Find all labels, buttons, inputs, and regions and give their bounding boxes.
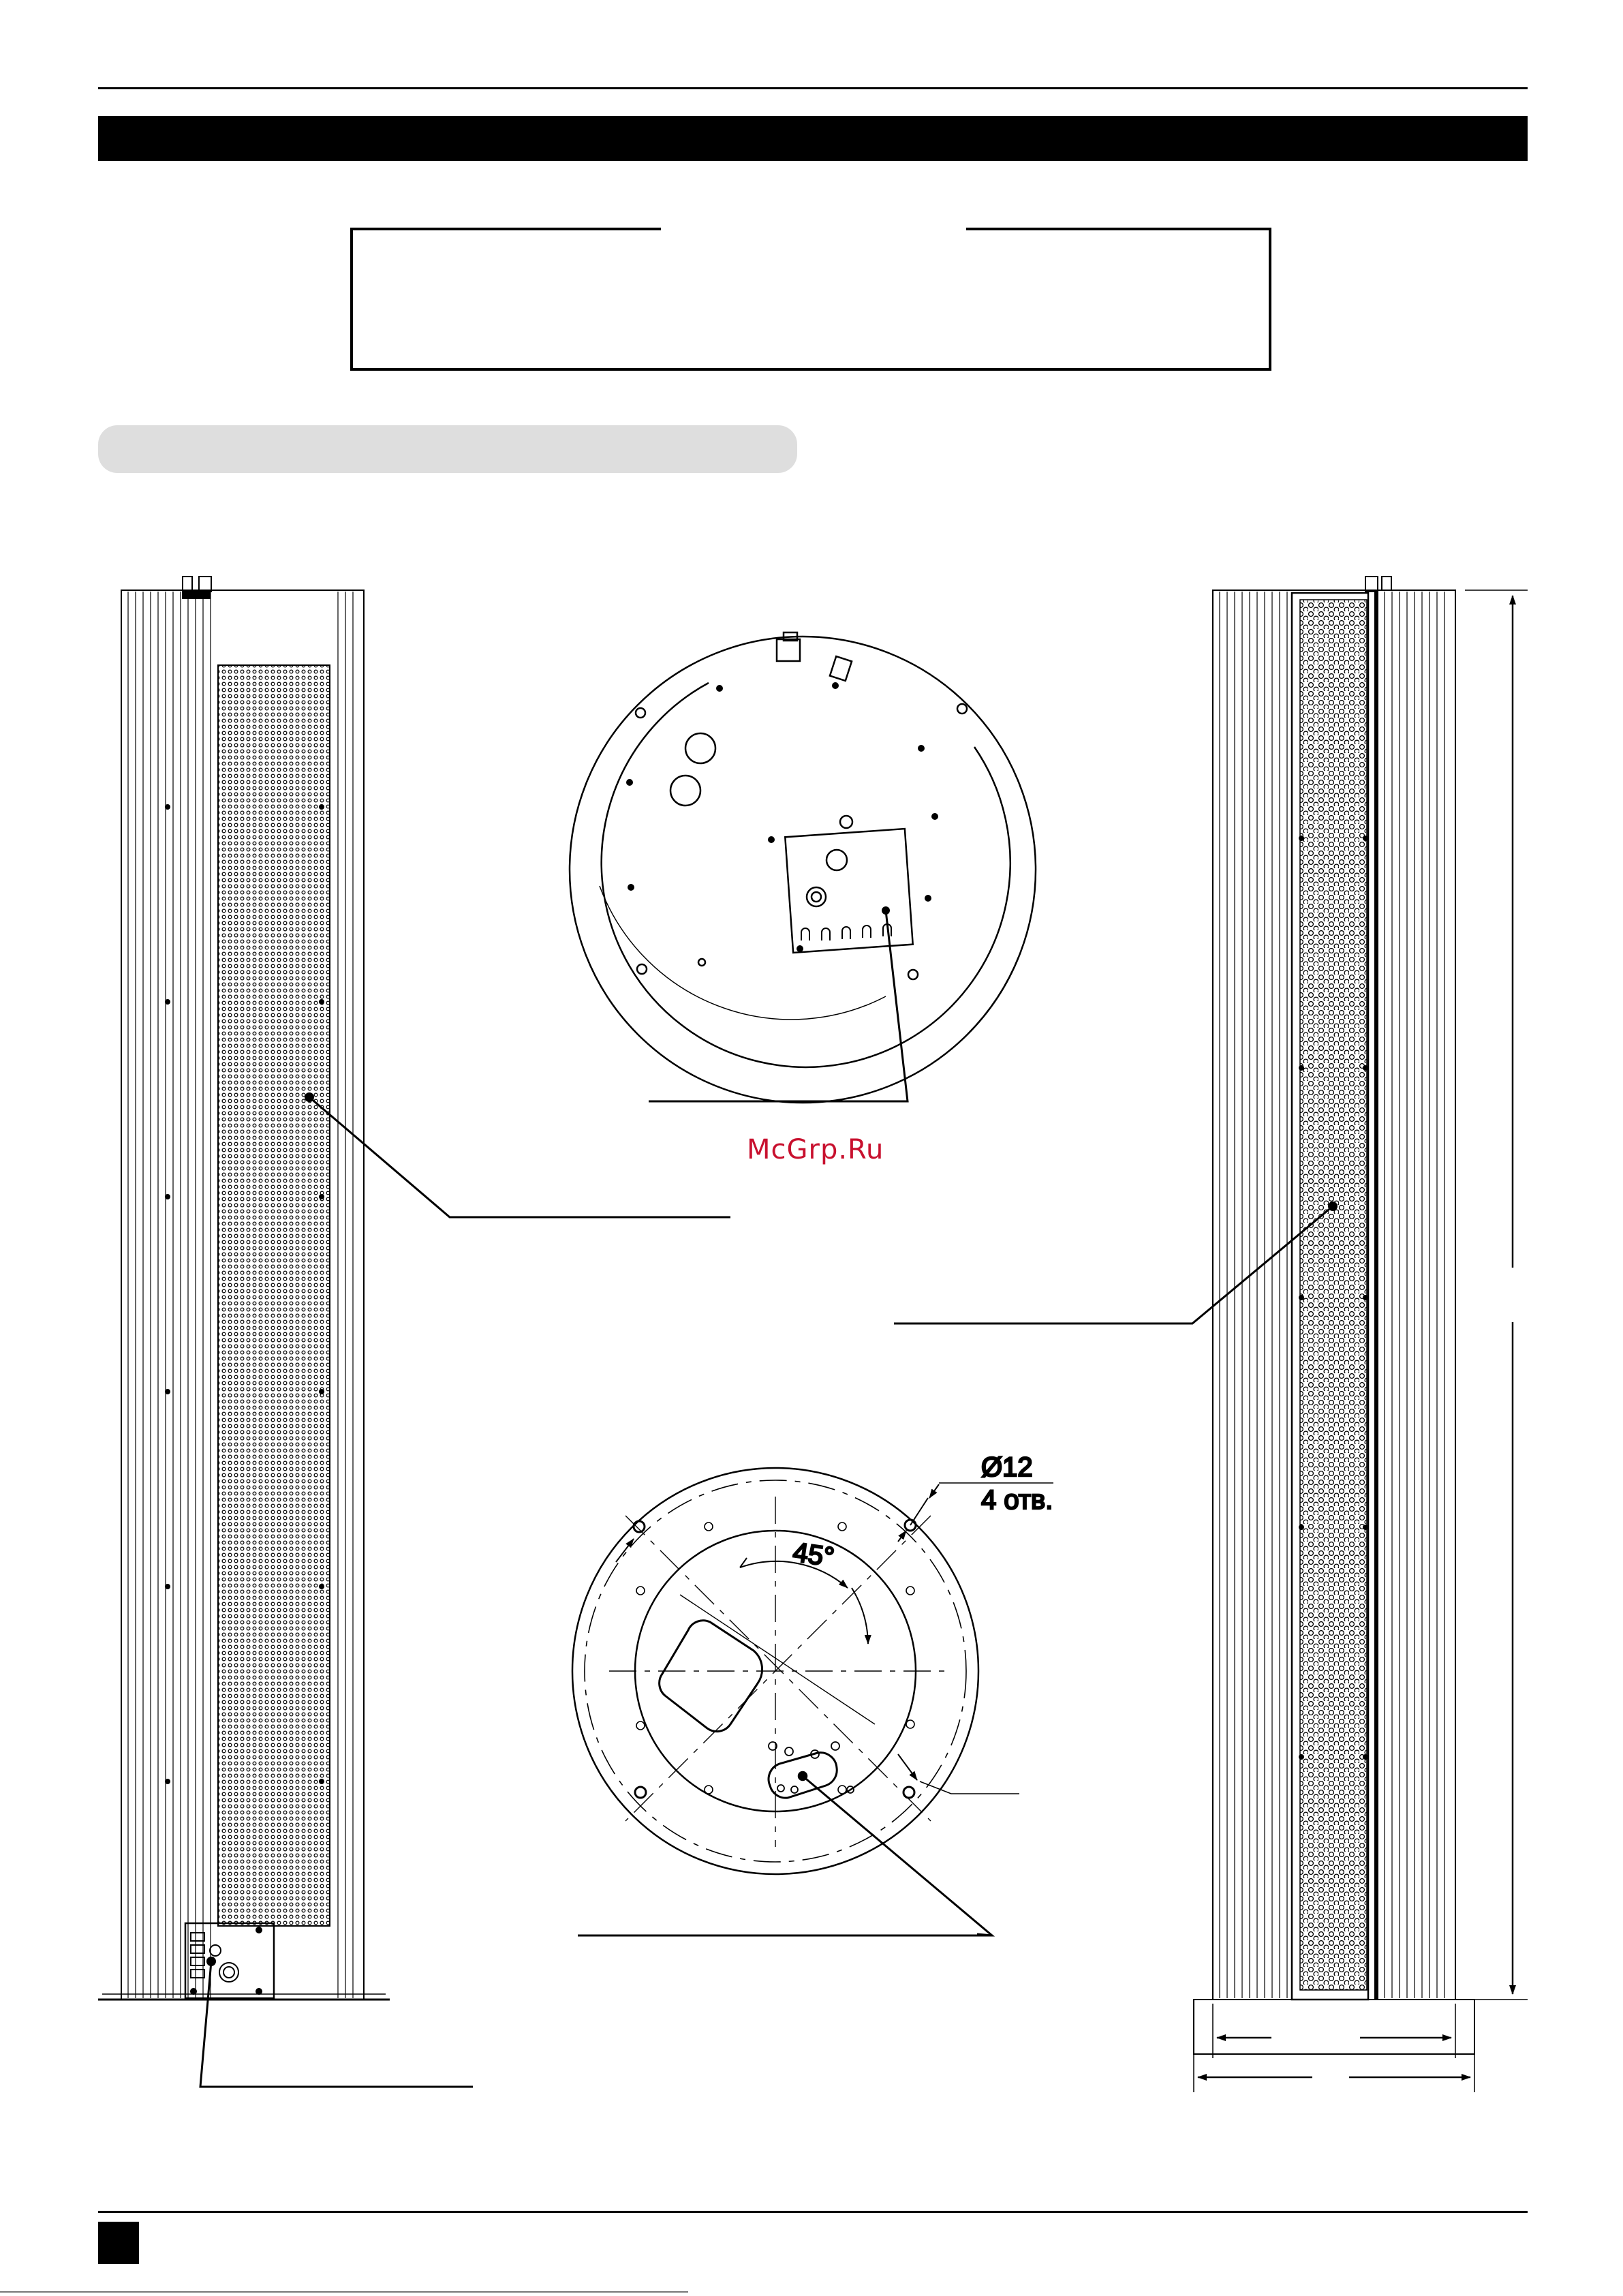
left-column-view	[98, 577, 730, 2087]
watermark: McGrp.Ru	[747, 1134, 884, 1165]
bottom-plan-view	[572, 1452, 1053, 1935]
right-column-view	[894, 577, 1528, 2092]
top-plan-view	[570, 632, 1036, 1103]
scan-edge-line	[0, 2291, 688, 2293]
control-plate	[185, 1923, 274, 1998]
hole-diameter-label: Ø12	[981, 1452, 1033, 1482]
page-number-block	[98, 2222, 139, 2264]
right-perforated-grille	[1300, 600, 1367, 1990]
footer-rule	[98, 2211, 1528, 2213]
angle-label: 45°	[791, 1537, 837, 1573]
hole-count-label: 4 отв.	[981, 1485, 1053, 1515]
left-perforated-grille	[218, 665, 330, 1926]
top-connection-plate	[785, 829, 912, 953]
